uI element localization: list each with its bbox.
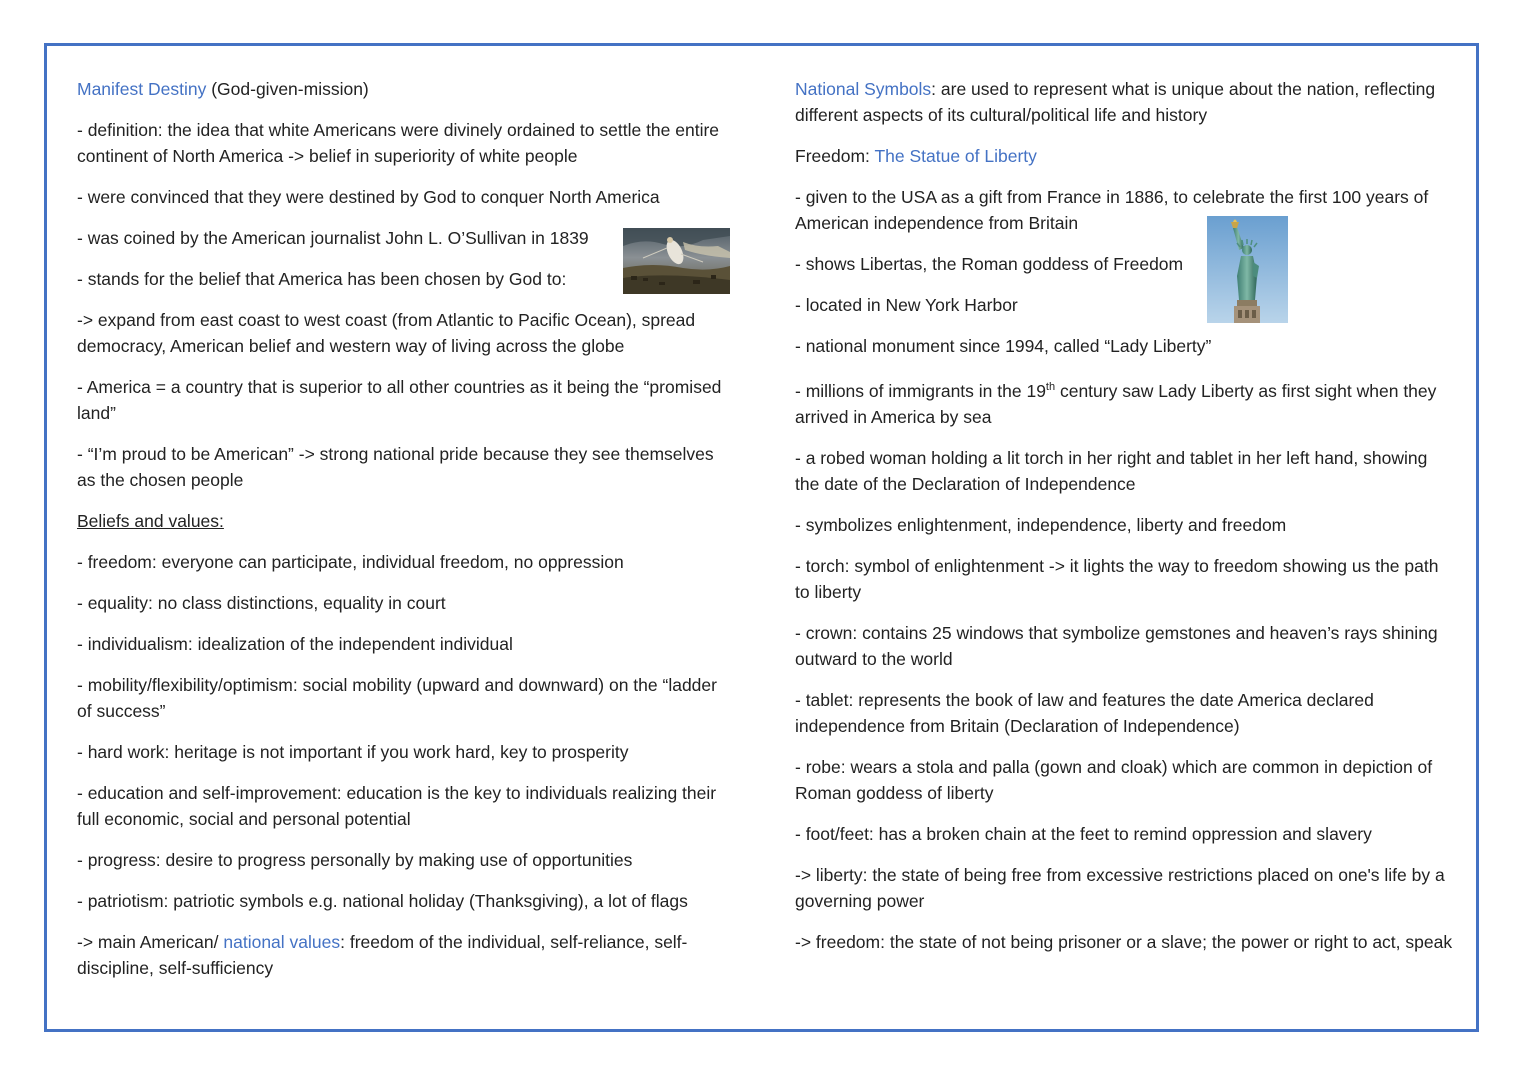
harbor-paragraph: - located in New York Harbor	[795, 295, 1018, 315]
belief-progress: - progress: desire to progress personally by making use of opportunities	[77, 850, 633, 870]
stands-for-paragraph: - stands for the belief that America has been chosen by God to:	[77, 269, 567, 289]
manifest-destiny-term: Manifest Destiny	[77, 79, 207, 99]
manifest-destiny-title: Manifest Destiny (God-given-mission)	[77, 79, 369, 99]
belief-patriotism: - patriotism: patriotic symbols e.g. national holiday (Thanksgiving), a lot of flags	[77, 891, 688, 911]
robed-woman-paragraph: - a robed woman holding a lit torch in her right and tablet in her left hand, showing the date of the Declaration of Independence	[795, 447, 1428, 494]
america-superior-paragraph: - America = a country that is superior to all other countries as it being the “promised land”	[77, 377, 722, 423]
national-values-paragraph: -> main American/ national values: freedom of the individual, self-reliance, self-discipline, self-sufficiency	[77, 932, 688, 978]
torch-paragraph: - torch: symbol of enlightenment -> it lights the way to freedom showing us the path to liberty	[795, 555, 1439, 602]
definition-paragraph: - definition: the idea that white Americans were divinely ordained to settle the entire continent of North America -> belief in superiority of white people	[77, 120, 720, 166]
left-column	[77, 76, 732, 996]
belief-mobility: - mobility/flexibility/optimism: social mobility (upward and downward) on the “ladder of success”	[77, 675, 717, 721]
freedom-definition: -> freedom: the state of not being prisoner or a slave; the power or right to act, speak	[795, 931, 1453, 952]
expand-paragraph: -> expand from east coast to west coast (from Atlantic to Pacific Ocean), spread democracy, American belief and western way of living across the globe	[77, 310, 696, 356]
convinced-paragraph: - were convinced that they were destined by God to conquer North America	[77, 187, 660, 207]
statue-of-liberty-term: The Statue of Liberty	[874, 146, 1037, 166]
national-symbols-term: National Symbols	[795, 79, 932, 99]
belief-freedom: - freedom: everyone can participate, individual freedom, no oppression	[77, 552, 624, 572]
american-progress-painting	[623, 228, 730, 294]
feet-paragraph: - foot/feet: has a broken chain at the feet to remind oppression and slavery	[795, 823, 1372, 844]
liberty-definition: -> liberty: the state of being free from excessive restrictions placed on one's life by a governing power	[795, 864, 1445, 911]
immigrants-paragraph: - millions of immigrants in the 19th century saw Lady Liberty as first sight when they arrived in America by sea	[795, 380, 1437, 427]
belief-equality: - equality: no class distinctions, equality in court	[77, 593, 446, 613]
national-values-term: national values	[223, 932, 341, 952]
robe-paragraph: - robe: wears a stola and palla (gown and cloak) which are common in depiction of Roman goddess of liberty	[795, 756, 1433, 803]
crown-paragraph: - crown: contains 25 windows that symbolize gemstones and heaven’s rays shining outward to the world	[795, 622, 1438, 669]
national-symbols-paragraph: National Symbols: are used to represent what is unique about the nation, reflecting different aspects of its cultural/political life and history	[795, 79, 1436, 125]
tablet-paragraph: - tablet: represents the book of law and features the date America declared independence from Britain (Declaration of Independence)	[795, 689, 1374, 736]
right-column	[795, 76, 1455, 970]
monument-paragraph: - national monument since 1994, called “Lady Liberty”	[795, 336, 1212, 356]
belief-individualism: - individualism: idealization of the independent individual	[77, 634, 513, 654]
libertas-paragraph: - shows Libertas, the Roman goddess of Freedom	[795, 254, 1184, 274]
proud-paragraph: - “I’m proud to be American” -> strong national pride because they see themselves as the chosen people	[77, 444, 714, 490]
beliefs-heading: Beliefs and values:	[77, 511, 224, 531]
coined-paragraph: - was coined by the American journalist John L. O’Sullivan in 1839	[77, 228, 589, 248]
statue-of-liberty-photo	[1207, 216, 1288, 323]
gift-paragraph: - given to the USA as a gift from France in 1886, to celebrate the first 100 years of American independence from Britain	[795, 187, 1429, 233]
belief-education: - education and self-improvement: education is the key to individuals realizing their full economic, social and personal potential	[77, 783, 717, 829]
symbolizes-paragraph: - symbolizes enlightenment, independence, liberty and freedom	[795, 514, 1287, 535]
belief-hard-work: - hard work: heritage is not important if you work hard, key to prosperity	[77, 742, 629, 762]
freedom-heading: Freedom: The Statue of Liberty	[795, 146, 1037, 166]
